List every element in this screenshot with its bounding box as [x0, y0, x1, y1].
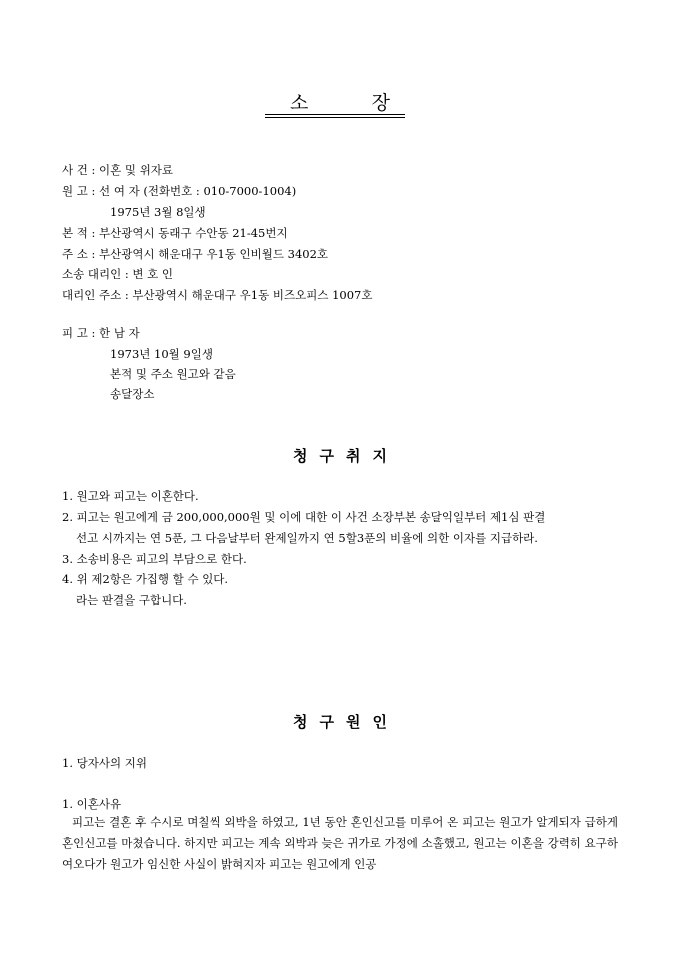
- heading-char: 청: [293, 713, 308, 731]
- title-double-underline: [265, 114, 405, 120]
- cause-section-divorce: 1. 이혼사유: [62, 797, 122, 811]
- defendant-address: 본적 및 주소 원고와 같음: [110, 367, 236, 381]
- case-name: 사 건 : 이혼 및 위자료: [62, 163, 174, 177]
- claim-item-continuation: 선고 시까지는 연 5푼, 그 다음날부터 완제일까지 연 5할3푼의 비율에 의한 이자를 지급하라.: [76, 531, 538, 545]
- plaintiff-birth: 1975년 3월 8일생: [110, 205, 206, 219]
- claim-item: 1. 원고와 피고는 이혼한다.: [62, 489, 199, 503]
- plaintiff-name: 원 고 : 선 여 자 (전화번호 : 010-7000-1004): [62, 184, 297, 198]
- heading-char: 인: [372, 713, 387, 731]
- claim-item: 4. 위 제2항은 가집행 할 수 있다.: [62, 572, 229, 586]
- heading-char: 청: [293, 447, 308, 465]
- claim-item: 2. 피고는 원고에게 금 200,000,000원 및 이에 대한 이 사건 소장부본 송달익일부터 제1심 판결: [62, 510, 546, 524]
- heading-char: 원: [346, 713, 361, 731]
- plaintiff-domicile: 본 적 : 부산광역시 동래구 수안동 21-45번지: [62, 226, 288, 240]
- counsel-address: 대리인 주소 : 부산광역시 해운대구 우1동 비즈오피스 1007호: [62, 288, 373, 302]
- heading-char: 구: [319, 447, 334, 465]
- plaintiff-address: 주 소 : 부산광역시 해운대구 우1동 인비월드 3402호: [62, 247, 329, 261]
- counsel: 소송 대리인 : 변 호 인: [62, 267, 174, 281]
- claim-purpose-heading: [0, 445, 680, 466]
- defendant-service-address: 송달장소: [110, 387, 155, 401]
- heading-char: 지: [372, 447, 387, 465]
- claim-cause-heading: [0, 711, 680, 732]
- claim-item: 3. 소송비용은 피고의 부담으로 한다.: [62, 552, 247, 566]
- claim-conclusion: 라는 판결을 구합니다.: [76, 593, 187, 607]
- title-char-left: 소: [290, 92, 309, 114]
- document-title: [0, 88, 680, 115]
- defendant-birth: 1973년 10월 9일생: [110, 347, 213, 361]
- cause-body-paragraph: 피고는 결혼 후 수시로 며칠씩 외박을 하였고, 1년 동안 혼인신고를 미루어 온 피고는 원고가 알게되자 급하게 혼인신고를 마쳤습니다. 하지만 피고는 계속 외박과 늦은 귀가로 가정에 소홀했고, 원고는 이혼을 강력히 요구하여오다가 원고가 임신한 사실이 밝혀지자 피고는 원고에게 인공: [62, 815, 618, 871]
- cause-section-status: 1. 당자사의 지위: [62, 756, 147, 770]
- heading-char: 취: [346, 447, 361, 465]
- heading-char: 구: [319, 713, 334, 731]
- title-char-right: 장: [371, 92, 390, 114]
- defendant-name: 피 고 : 한 남 자: [62, 326, 140, 340]
